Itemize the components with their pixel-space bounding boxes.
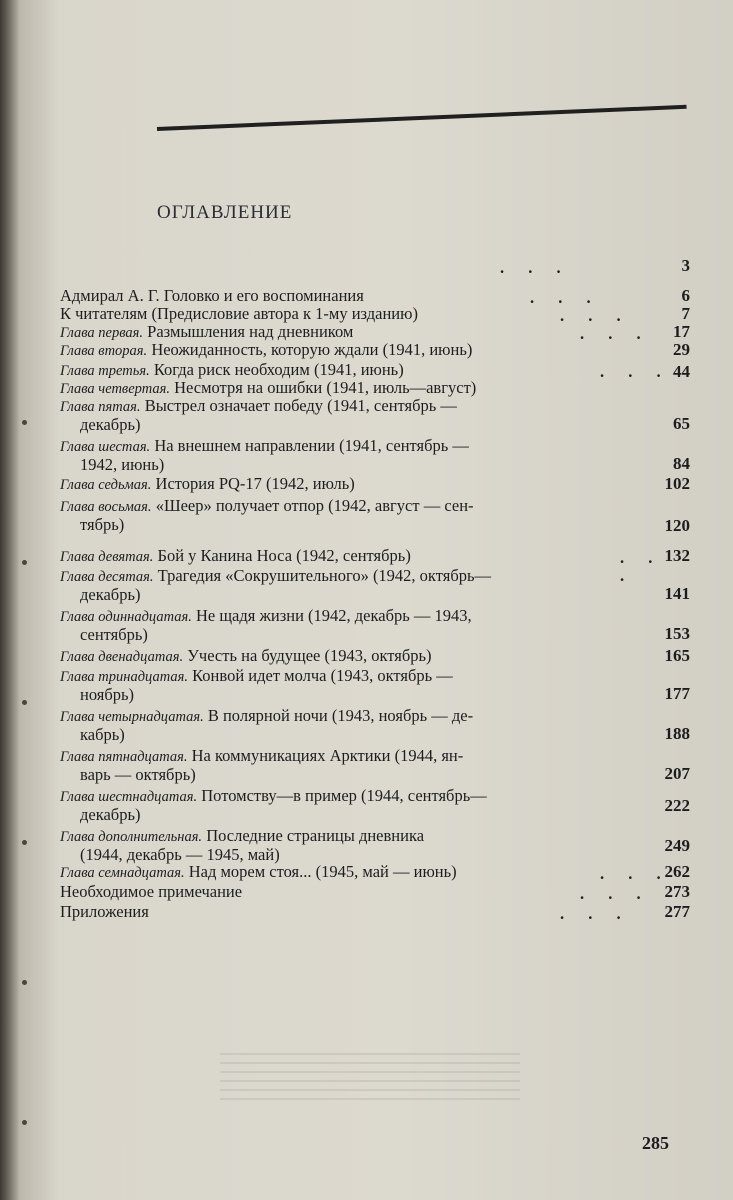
- chapter-label: Глава четвертая.: [60, 381, 170, 397]
- toc-entry-title: [60, 607, 690, 626]
- chapter-label: Глава третья.: [60, 363, 150, 379]
- entry-text: Выстрел означает победу (1941, сентябрь —: [140, 396, 457, 415]
- entry-page-number: 141: [664, 584, 690, 603]
- entry-page-number: 65: [673, 414, 690, 433]
- entry-text: Конвой идет молча (1943, октябрь —: [188, 666, 453, 685]
- toc-entry-title: [60, 747, 690, 766]
- contents-heading: ОГЛАВЛЕНИЕ: [157, 202, 293, 223]
- toc-entry: [60, 863, 690, 882]
- chapter-label: Глава одиннадцатая.: [60, 609, 192, 625]
- toc-entry-title: [60, 397, 690, 416]
- entry-text: Над морем стоя... (1945, май — июнь): [184, 862, 457, 881]
- entry-continuation: кабрь): [80, 725, 125, 744]
- entry-page-number: 7: [681, 304, 690, 323]
- toc-entry: [60, 397, 690, 434]
- chapter-label: Глава десятая.: [60, 569, 154, 585]
- page-number: 285: [642, 1133, 669, 1153]
- leader-dots: . . .: [560, 306, 631, 325]
- entry-page-number: 3: [681, 256, 690, 275]
- toc-entry-title: [60, 787, 690, 806]
- leader-dots: . . .: [500, 258, 571, 277]
- entry-page-number: 177: [664, 684, 690, 703]
- chapter-label: Глава первая.: [60, 325, 144, 341]
- entry-page-number: 120: [664, 516, 690, 535]
- entry-page-number: 273: [664, 882, 690, 901]
- entry-text: Трагедия «Сокрушительного» (1942, октябрь—: [153, 566, 491, 585]
- entry-page-number: 207: [664, 764, 690, 783]
- entry-text: На коммуникациях Арктики (1944, ян-: [187, 746, 464, 765]
- entry-text: В полярной ночи (1943, ноябрь — де-: [203, 706, 474, 725]
- entry-text: Не щадя жизни (1942, декабрь — 1943,: [191, 606, 472, 625]
- chapter-label: Глава дополнительная.: [60, 829, 203, 845]
- entry-text: История PQ-17 (1942, июль): [151, 474, 355, 493]
- entry-continuation: сентябрь): [80, 625, 148, 644]
- chapter-label: Глава тринадцатая.: [60, 669, 188, 685]
- entry-text: «Шеер» получает отпор (1942, август — сен-: [151, 496, 474, 515]
- entry-text: К читателям (Предисловие автора к 1-му изданию): [60, 304, 418, 323]
- entry-text: Последние страницы дневника: [202, 826, 425, 845]
- entry-continuation: декабрь): [80, 805, 141, 824]
- entry-page-number: 153: [664, 624, 690, 643]
- toc-entry-title: [60, 341, 690, 360]
- toc-entry-title: [60, 567, 690, 586]
- leader-dots: . . .: [560, 904, 631, 923]
- entry-continuation: ноябрь): [80, 685, 135, 704]
- toc-entry: [60, 667, 690, 704]
- toc-entry: [60, 747, 690, 784]
- bleed-through-marks: [220, 1050, 520, 1100]
- entry-page-number: 277: [664, 902, 690, 921]
- entry-page-number: 165: [664, 646, 690, 665]
- toc-entry: [60, 567, 690, 604]
- entry-text: На внешнем направлении (1941, сентябрь —: [150, 436, 469, 455]
- chapter-label: Глава восьмая.: [60, 499, 152, 515]
- entry-page-number: 262: [664, 862, 690, 881]
- toc-entry-title: [60, 497, 690, 516]
- entry-text: Адмирал А. Г. Головко и его воспоминания: [60, 286, 364, 305]
- toc-entry-title: [60, 547, 690, 566]
- leader-dots: . . .: [580, 884, 651, 903]
- chapter-label: Глава девятая.: [60, 549, 154, 565]
- toc-entry-title: [60, 475, 690, 494]
- chapter-label: Глава четырнадцатая.: [60, 709, 204, 725]
- chapter-label: Глава седьмая.: [60, 477, 152, 493]
- toc-entry-title: [60, 707, 690, 726]
- leader-dots: . . .: [600, 864, 671, 883]
- chapter-label: Глава шестнадцатая.: [60, 789, 198, 805]
- toc-entry: [60, 827, 690, 864]
- leader-dots: . . .: [600, 362, 671, 381]
- toc-entry: [60, 341, 690, 360]
- toc-entry: [60, 707, 690, 744]
- entry-page-number: 222: [664, 796, 690, 815]
- entry-page-number: 6: [681, 286, 690, 305]
- toc-entry: [60, 607, 690, 644]
- entry-page-number: 102: [664, 474, 690, 493]
- entry-text: Учесть на будущее (1943, октябрь): [183, 646, 432, 665]
- entry-text: Необходимое примечание: [60, 882, 243, 901]
- leader-dots: . . .: [620, 548, 663, 585]
- toc-entry: [60, 547, 690, 566]
- entry-page-number: 249: [664, 836, 690, 855]
- entry-text: Потомству—в пример (1944, сентябрь—: [197, 786, 487, 805]
- entry-text: Приложения: [60, 902, 149, 921]
- chapter-label: Глава пятая.: [60, 399, 141, 415]
- entry-text: Неожиданность, которую ждали (1941, июнь): [147, 340, 473, 359]
- chapter-label: Глава пятнадцатая.: [60, 749, 188, 765]
- entry-page-number: 84: [673, 454, 690, 473]
- entry-continuation: тябрь): [80, 515, 125, 534]
- entry-page-number: 132: [664, 546, 690, 565]
- entry-text: Размышления над дневником: [143, 322, 354, 341]
- entry-continuation: 1942, июнь): [80, 455, 165, 474]
- toc-entry: [60, 497, 690, 534]
- chapter-label: Глава вторая.: [60, 343, 148, 359]
- entry-text: Бой у Канина Носа (1942, сентябрь): [153, 546, 411, 565]
- leader-dots: . . .: [580, 324, 651, 343]
- entry-page-number: 44: [673, 362, 690, 381]
- toc-entry: [60, 437, 690, 474]
- top-rule: [157, 105, 687, 131]
- chapter-label: Глава семнадцатая.: [60, 865, 185, 881]
- chapter-label: Глава двенадцатая.: [60, 649, 184, 665]
- entry-page-number: 29: [673, 340, 690, 359]
- chapter-label: Глава шестая.: [60, 439, 151, 455]
- toc-entry-title: [60, 827, 690, 846]
- entry-continuation: декабрь): [80, 585, 141, 604]
- entry-continuation: декабрь): [80, 415, 141, 434]
- leader-dots: . . .: [530, 288, 601, 307]
- toc-entry-title: [60, 667, 690, 686]
- entry-continuation: варь — октябрь): [80, 765, 196, 784]
- toc-entry: [60, 475, 690, 494]
- entry-page-number: 17: [673, 322, 690, 341]
- toc-entry-title: [60, 863, 690, 882]
- entry-page-number: 188: [664, 724, 690, 743]
- entry-continuation: (1944, декабрь — 1945, май): [80, 845, 280, 864]
- toc-entry: [60, 787, 690, 824]
- binding-stitches: [22, 420, 28, 1180]
- entry-text: Когда риск необходим (1941, июнь): [149, 360, 404, 379]
- toc-entry-title: [60, 437, 690, 456]
- toc-entry-title: [60, 647, 690, 666]
- entry-text: Несмотря на ошибки (1941, июль—август): [169, 378, 477, 397]
- toc-entry: [60, 647, 690, 666]
